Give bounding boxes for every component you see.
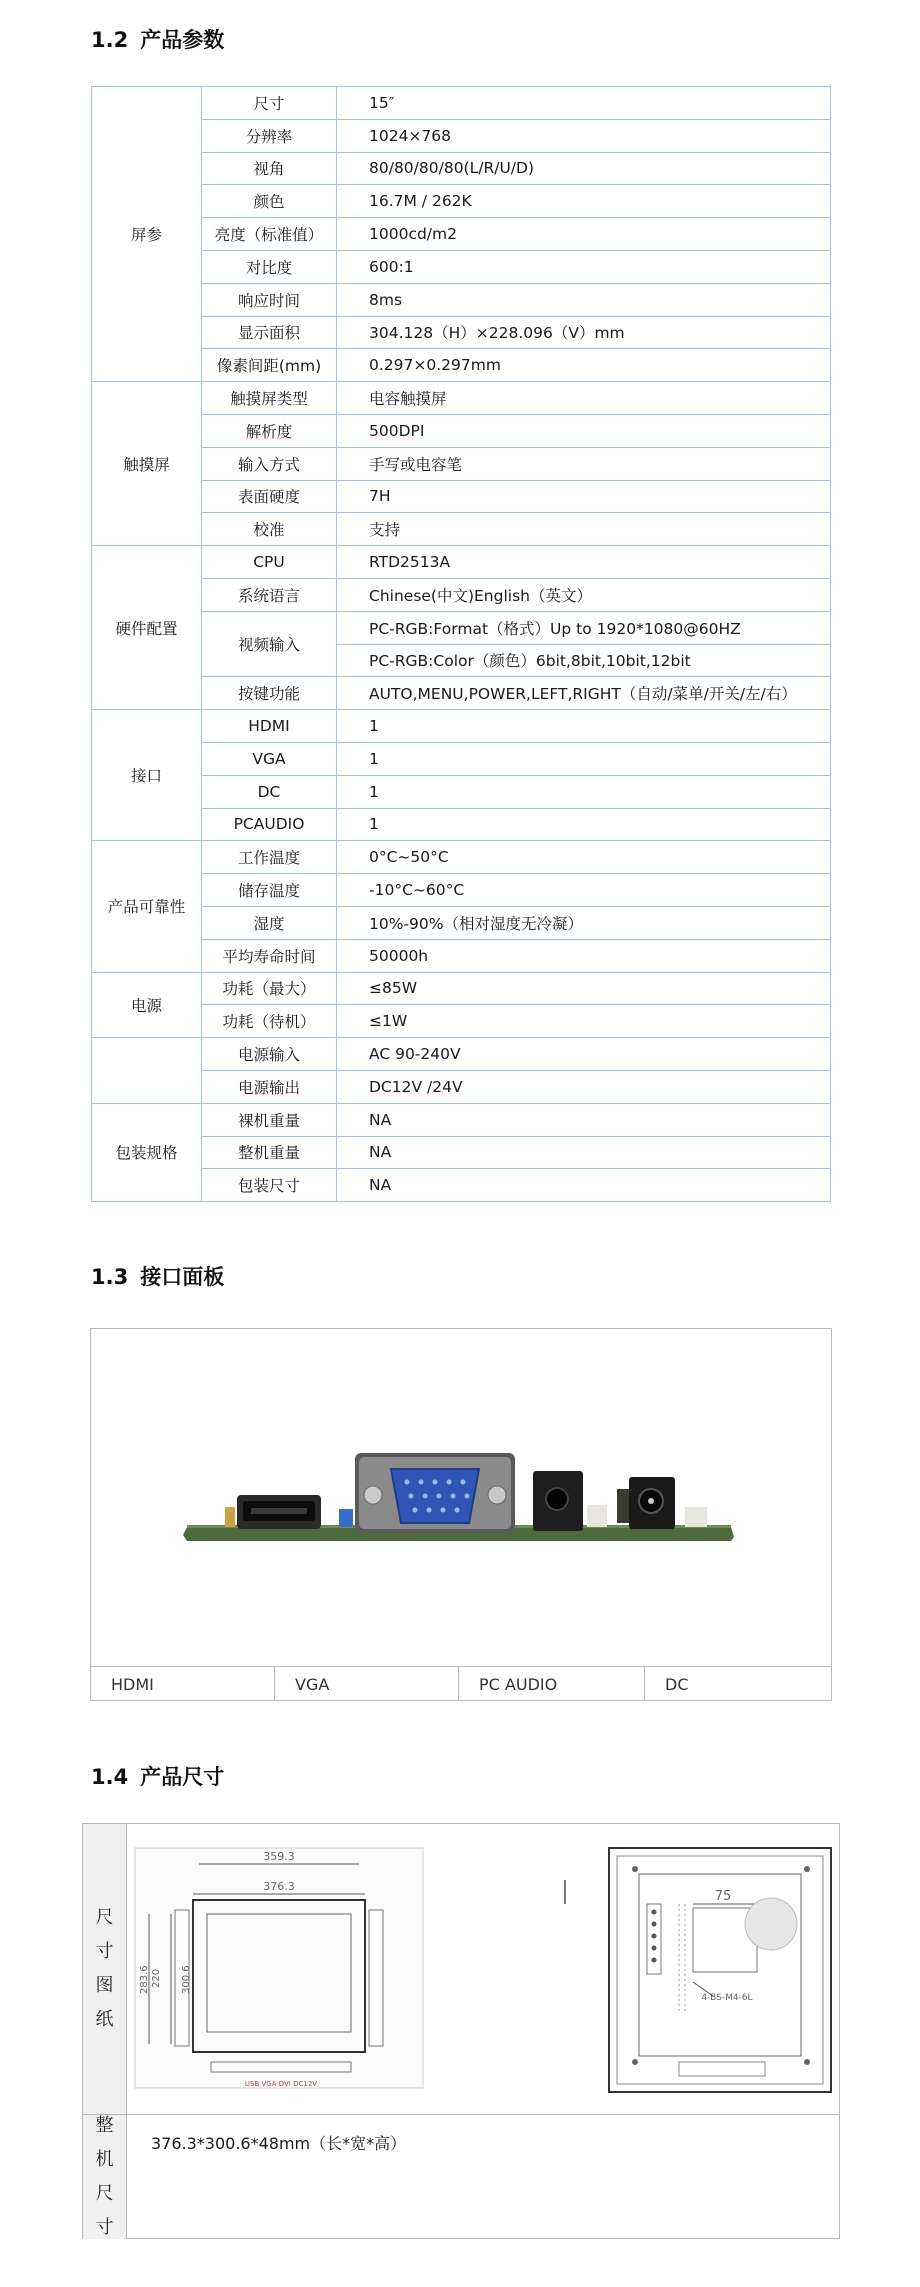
spec-value: Chinese(中文)English（英文） [337, 578, 831, 611]
spec-row [92, 677, 831, 710]
spec-param: CPU [202, 546, 337, 579]
spec-value: 7H [337, 480, 831, 513]
spec-row [92, 578, 831, 611]
spec-table-body [92, 87, 831, 1202]
spec-category: 屏参 [92, 87, 202, 382]
spec-value: NA [337, 1136, 831, 1169]
spec-row [92, 841, 831, 874]
spec-category: 电源 [92, 972, 202, 1038]
spec-value: 16.7M / 262K [337, 185, 831, 218]
spec-param: 校准 [202, 513, 337, 546]
spec-param: 尺寸 [202, 87, 337, 120]
spec-param: PCAUDIO [202, 808, 337, 841]
spec-row [92, 382, 831, 415]
svg-text:376.3: 376.3 [263, 1880, 295, 1893]
spec-row [92, 185, 831, 218]
dimension-drawing-row [83, 1824, 839, 2115]
svg-text:75: 75 [714, 1889, 732, 1904]
overall-dimension-row [83, 2115, 839, 2239]
overall-label-vertical [83, 2115, 127, 2239]
spec-param: 平均寿命时间 [202, 939, 337, 972]
spec-param: 系统语言 [202, 578, 337, 611]
interface-board-photo [91, 1329, 831, 1665]
spec-row [92, 283, 831, 316]
svg-text:USB VGA DVI DC12V: USB VGA DVI DC12V [244, 2080, 318, 2088]
spec-param: 表面硬度 [202, 480, 337, 513]
spec-param: 电源输入 [202, 1038, 337, 1071]
spec-row [92, 874, 831, 907]
section-number: 1.4 [91, 1765, 129, 1789]
spec-param: 储存温度 [202, 874, 337, 907]
spec-category [92, 1038, 202, 1104]
spec-value: 1 [337, 775, 831, 808]
spec-row [92, 480, 831, 513]
dimension-drawings [127, 1824, 839, 2114]
overall-dimension-value: 376.3*300.6*48mm（长*宽*高） [151, 2134, 407, 2153]
spec-row [92, 775, 831, 808]
spec-value: 1 [337, 808, 831, 841]
vertical-label-char: 寸 [95, 2217, 114, 2238]
spec-param: 按键功能 [202, 677, 337, 710]
vertical-label-char: 寸 [95, 1941, 114, 1962]
spec-row [92, 611, 831, 644]
spec-row [92, 1038, 831, 1071]
spec-category: 产品可靠性 [92, 841, 202, 972]
spec-row [92, 1103, 831, 1136]
vertical-label-char: 纸 [95, 2009, 114, 2030]
spec-row [92, 349, 831, 382]
vga-connector [339, 1453, 515, 1533]
spec-param: 分辨率 [202, 119, 337, 152]
section-heading-spec [91, 24, 224, 54]
spec-param: 视频输入 [202, 611, 337, 677]
audio-jack [533, 1471, 607, 1531]
spec-value: 1000cd/m2 [337, 218, 831, 251]
spec-param: HDMI [202, 710, 337, 743]
spec-param: 对比度 [202, 250, 337, 283]
spec-param: 像素间距(mm) [202, 349, 337, 382]
spec-value: 电容触摸屏 [337, 382, 831, 415]
spec-param: 输入方式 [202, 447, 337, 480]
spec-value: -10°C~60°C [337, 874, 831, 907]
spec-param: 包装尺寸 [202, 1169, 337, 1202]
spec-row [92, 1169, 831, 1202]
spec-category: 触摸屏 [92, 382, 202, 546]
hdmi-connector [225, 1495, 321, 1529]
spec-row [92, 1136, 831, 1169]
spec-param: 解析度 [202, 414, 337, 447]
vertical-label-char: 整 [95, 2115, 114, 2136]
spec-row [92, 250, 831, 283]
spec-value: 50000h [337, 939, 831, 972]
vertical-label-char: 机 [95, 2149, 114, 2170]
spec-value: 1024×768 [337, 119, 831, 152]
spec-param: 视角 [202, 152, 337, 185]
spec-value: 1 [337, 742, 831, 775]
spec-value: 手写或电容笔 [337, 447, 831, 480]
spec-param: 电源输出 [202, 1070, 337, 1103]
spec-value: 80/80/80/80(L/R/U/D) [337, 152, 831, 185]
spec-param: DC [202, 775, 337, 808]
spec-value: DC12V /24V [337, 1070, 831, 1103]
spec-value: 15″ [337, 87, 831, 120]
spec-param: 裸机重量 [202, 1103, 337, 1136]
spec-row [92, 1070, 831, 1103]
spec-value: ≤85W [337, 972, 831, 1005]
spec-param: 功耗（待机） [202, 1005, 337, 1038]
section-title: 接口面板 [140, 1265, 225, 1289]
vertical-label-char: 尺 [95, 2183, 114, 2204]
spec-param: 触摸屏类型 [202, 382, 337, 415]
spec-row [92, 546, 831, 579]
spec-row [92, 1005, 831, 1038]
spec-param: 响应时间 [202, 283, 337, 316]
spec-row [92, 972, 831, 1005]
spec-table [91, 86, 831, 1202]
spec-value: 8ms [337, 283, 831, 316]
panel-label-dc: DC [665, 1675, 689, 1694]
spec-row [92, 87, 831, 120]
spec-category: 接口 [92, 710, 202, 841]
spec-value: 0°C~50°C [337, 841, 831, 874]
dc-jack [617, 1477, 707, 1529]
spec-value: AC 90-240V [337, 1038, 831, 1071]
spec-param: 功耗（最大） [202, 972, 337, 1005]
spec-param: 湿度 [202, 906, 337, 939]
front-view-drawing [135, 1848, 423, 2088]
spec-value: AUTO,MENU,POWER,LEFT,RIGHT（自动/菜单/开关/左/右） [337, 677, 831, 710]
spec-param: 亮度（标准值） [202, 218, 337, 251]
spec-value: PC-RGB:Format（格式）Up to 1920*1080@60HZ [337, 611, 831, 644]
spec-value: 0.297×0.297mm [337, 349, 831, 382]
vertical-label-char: 尺 [95, 1907, 114, 1928]
spec-value: 支持 [337, 513, 831, 546]
spec-value: 600:1 [337, 250, 831, 283]
section-heading-panel [91, 1261, 224, 1291]
spec-row [92, 152, 831, 185]
section-title: 产品参数 [140, 28, 225, 52]
spec-param: 颜色 [202, 185, 337, 218]
spec-row [92, 808, 831, 841]
spec-row [92, 742, 831, 775]
spec-value: NA [337, 1169, 831, 1202]
section-number: 1.2 [91, 28, 129, 52]
spec-param: 整机重量 [202, 1136, 337, 1169]
drawing-label-vertical [83, 1824, 127, 2114]
spec-row [92, 939, 831, 972]
panel-label-vga: VGA [275, 1667, 459, 1701]
spec-value: 10%-90%（相对湿度无冷凝） [337, 906, 831, 939]
spec-param: 工作温度 [202, 841, 337, 874]
spec-row [92, 513, 831, 546]
spec-value: 1 [337, 710, 831, 743]
spec-value: 304.128（H）×228.096（V）mm [337, 316, 831, 349]
spec-category: 硬件配置 [92, 546, 202, 710]
back-view-drawing [609, 1848, 831, 2092]
vertical-label-char: 图 [95, 1975, 114, 1996]
spec-value: ≤1W [337, 1005, 831, 1038]
spec-row [92, 119, 831, 152]
interface-panel [90, 1328, 832, 1701]
spec-row [92, 906, 831, 939]
spec-value: 500DPI [337, 414, 831, 447]
spec-row [92, 316, 831, 349]
dimension-table [82, 1823, 840, 2239]
svg-text:283.6: 283.6 [139, 1965, 150, 1994]
spec-param: 显示面积 [202, 316, 337, 349]
panel-label-pc-audio: PC AUDIO [459, 1667, 645, 1701]
spec-row [92, 414, 831, 447]
spec-row [92, 218, 831, 251]
section-number: 1.3 [91, 1265, 129, 1289]
svg-text:300.6: 300.6 [181, 1965, 192, 1994]
spec-value: NA [337, 1103, 831, 1136]
spec-value: RTD2513A [337, 546, 831, 579]
section-title: 产品尺寸 [140, 1765, 225, 1789]
section-heading-dims [91, 1761, 224, 1791]
svg-text:359.3: 359.3 [263, 1850, 295, 1863]
spec-value: PC-RGB:Color（颜色）6bit,8bit,10bit,12bit [337, 644, 831, 677]
spec-row [92, 447, 831, 480]
panel-label-hdmi: HDMI [91, 1667, 275, 1701]
svg-text:220: 220 [151, 1968, 162, 1988]
svg-text:4-BS-M4-6L: 4-BS-M4-6L [701, 1993, 753, 2003]
spec-param: VGA [202, 742, 337, 775]
spec-category: 包装规格 [92, 1103, 202, 1201]
spec-row [92, 710, 831, 743]
panel-label-row [91, 1666, 831, 1701]
